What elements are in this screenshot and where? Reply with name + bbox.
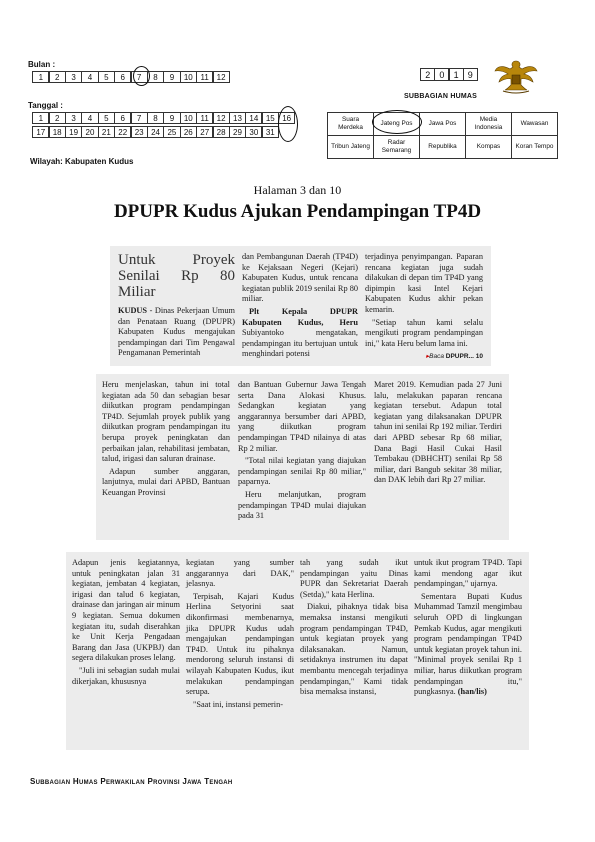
number-cell: 4 <box>81 112 98 124</box>
clip3-column-3: tah yang sudah ikut pendampingan yaitu Dinas PUPR dan Sekretariat Daerah (Setda)," kata Herlina. Diakui, pihaknya tidak bisa memaksa instansi mengikuti program pendampingan TP4D, untuk kegiatan proyek yang dilaksanakan. Namun, setidaknya instrumen itu dapat membantu mencegah terjadinya pendampingan," Kami tidak bisa memaksa instansi, <box>300 558 408 697</box>
news-clip-1 <box>110 246 491 366</box>
number-cell: 23 <box>131 126 148 138</box>
number-cell: 16 <box>278 112 295 124</box>
clip2-column-1: Heru menjelaskan, tahun ini total kegiatan ada 50 dan sebagian besar diikutkan program pendampingan TP4D. Sejumlah proyek publik yang diikutkan program pendampingan itu berupa proyek peningkatan dan perbaikan jalan, rehabilitasi jembatan, talud, irigasi dan saluran drainase. Adapun sumber anggaran, lanjutnya, mulai dari APBD, Bantuan Keuangan Provinsi <box>102 380 230 497</box>
number-cell: 12 <box>213 71 230 83</box>
number-cell: 26 <box>180 126 197 138</box>
number-cell: 22 <box>114 126 131 138</box>
number-cell: 27 <box>196 126 213 138</box>
media-jateng-pos: Jateng Pos <box>374 113 420 136</box>
media-radar-semarang: Radar Semarang <box>374 136 420 159</box>
subbagian-label: SUBBAGIAN HUMAS <box>404 93 477 100</box>
article-headline: DPUPR Kudus Ajukan Pendampingan TP4D <box>113 201 482 222</box>
media-republika: Republika <box>420 136 466 159</box>
date-selector-row1 <box>33 112 295 124</box>
number-cell: 14 <box>245 112 262 124</box>
number-cell: 8 <box>147 112 164 124</box>
month-selector <box>33 71 230 83</box>
tanggal-label: Tanggal : <box>28 101 63 110</box>
clip1-paragraph: KUDUS - Dinas Pekerjaan Umum dan Penataan Ruang (DPUPR) Kabupaten Kudus mengajukan pendampingan dari Tim Pengawal Pengamanan Pemerintah <box>118 306 235 358</box>
number-cell: 2 <box>49 71 66 83</box>
number-cell: 24 <box>147 126 164 138</box>
media-table <box>327 112 558 159</box>
clip2-column-2: dan Bantuan Gubernur Jawa Tengah serta Dana Alokasi Khusus. Sedangkan kegiatan yang anggarannya bersumber dari APBD, yang diikutkan program pendampingan TP4D nilainya di atas Rp 2 miliar. "Total nilai kegiatan yang diajukan pendampingan senilai Rp 80 miliar," paparnya. Heru melanjutkan, program pendampingan TP4D mulai diajukan pada 31 <box>238 380 366 521</box>
number-cell: 31 <box>262 126 279 138</box>
garuda-emblem-icon <box>493 55 539 95</box>
clip1-column-1 <box>118 252 235 359</box>
year-box <box>421 68 478 81</box>
number-cell: 15 <box>262 112 279 124</box>
number-cell: 7 <box>131 71 148 83</box>
media-suara-merdeka: Suara Merdeka <box>328 113 374 136</box>
clip1-kicker: Untuk Proyek Senilai Rp 80 Miliar <box>118 252 235 300</box>
number-cell: 1 <box>32 112 49 124</box>
year-digit: 9 <box>463 68 478 81</box>
number-cell: 30 <box>245 126 262 138</box>
author-initials: (han/lis) <box>455 687 487 697</box>
clip2-column-3: Maret 2019. Kemudian pada 27 Juni lalu, melakukan paparan rencana kegiatan tersebut. Adapun total kegiatan yang dilaksanakan DPUPR tahun ini senilai Rp 192 miliar. Terdiri dari APBD sebesar Rp 68 miliar, Dana Bagi Hasil Cukai Hasil Tembakau (DBHCHT) senilai Rp 58 miliar, dari Bangub sekitar 38 miliar, dan DAK lebih dari Rp 27 miliar. <box>374 380 502 485</box>
number-cell: 10 <box>180 112 197 124</box>
year-digit: 2 <box>420 68 435 81</box>
number-cell: 20 <box>81 126 98 138</box>
media-wawasan: Wawasan <box>512 113 558 136</box>
footer-label: Subbagian Humas Perwakilan Provinsi Jawa Tengah <box>30 777 233 786</box>
number-cell: 9 <box>163 112 180 124</box>
clip1-column-3: terjadinya penyimpangan. Paparan rencana kegiatan juga sudah dilakukan di depan tim TP4D yang dipimpin kasi Intel Kejari Kabupaten Kudus akhir pekan kemarin. "Setiap tahun kami selalu mengikuti program pendampingan ini," kata Heru belum lama ini. ▸Baca DPUPR... 10 <box>365 252 483 363</box>
media-koran-tempo: Koran Tempo <box>512 136 558 159</box>
clip3-column-4: untuk ikut program TP4D. Tapi kami mendong agar ikut pendampingan," ujarnya. Sementara Bupati Kudus Muhammad Tamzil mengimbau seluruh OPD di lingkungan Pemkab Kudus, agar mengikuti program pendampingan TP4D untuk kegiatan proyek tahun ini. "Minimal proyek senilai Rp 1 miliar, harus diikutkan program pendampingan itu," pungkasnya. (han/lis) <box>414 558 522 697</box>
number-cell: 9 <box>163 71 180 83</box>
continued-reference: ▸Baca DPUPR... 10 <box>425 353 483 361</box>
number-cell: 25 <box>163 126 180 138</box>
number-cell: 12 <box>213 112 230 124</box>
clip3-column-1: Adapun jenis kegiatannya, untuk peningkatan jalan 31 kegiatan, jembatan 4 kegiatan, irigasi dan talud 6 kegiatan, drainase dan jaringan air minum 9 kegiatan. Semua dokumen kegiatan itu, sudah diserahkan ke Unit Kerja Pengadaan Barang dan Jasa (UKPBJ) dan segera dilakukan proses lelang. "Juli ini sebagian sudah mulai dikerjakan, khususnya <box>72 558 180 686</box>
number-cell: 5 <box>98 71 115 83</box>
number-cell: 13 <box>229 112 246 124</box>
selected-date-circle <box>278 106 298 142</box>
number-cell: 5 <box>98 112 115 124</box>
date-selector-row2 <box>33 126 279 138</box>
number-cell: 21 <box>98 126 115 138</box>
number-cell: 11 <box>196 112 213 124</box>
number-cell: 19 <box>65 126 82 138</box>
selected-media-circle <box>372 110 422 134</box>
news-clip-3 <box>66 552 529 750</box>
media-tribun-jateng: Tribun Jateng <box>328 136 374 159</box>
number-cell: 4 <box>81 71 98 83</box>
year-digit: 0 <box>434 68 449 81</box>
clip1-column-2: dan Pembangunan Daerah (TP4D) ke Kejaksaan Negeri (Kejari) Kabupaten Kudus, untuk rencana kegiatan publik 2019 senilai Rp 80 miliar. Plt Kepala DPUPR Kabupaten Kudus, Heru Subiyantoko mengatakan, pendampingan itu bertujuan untuk menghindari potensi <box>242 252 358 359</box>
number-cell: 7 <box>131 112 148 124</box>
number-cell: 10 <box>180 71 197 83</box>
number-cell: 2 <box>49 112 66 124</box>
selected-month-circle <box>133 66 150 86</box>
page-reference: Halaman 3 dan 10 <box>253 183 342 197</box>
bulan-label: Bulan : <box>28 60 56 69</box>
number-cell: 17 <box>32 126 49 138</box>
number-cell: 1 <box>32 71 49 83</box>
news-clip-2 <box>96 374 509 540</box>
year-digit: 1 <box>449 68 464 81</box>
number-cell: 3 <box>65 71 82 83</box>
number-cell: 3 <box>65 112 82 124</box>
clip3-column-2: kegiatan yang sumber anggarannya dari DAK," jelasnya. Terpisah, Kajari Kudus Herlina Setyorini saat dikonfirmasi membenarnya, jika DPUPR Kudus udah mengajukan pendampingan TP4D. Untuk itu pihaknya mendorong seluruh instansi di wilayah Kabupaten Kudus, ikut melakukan pendampingan serupa. "Saat ini, instansi pemerin- <box>186 558 294 709</box>
media-kompas: Kompas <box>466 136 512 159</box>
number-cell: 8 <box>147 71 164 83</box>
media-jawa-pos: Jawa Pos <box>420 113 466 136</box>
number-cell: 29 <box>229 126 246 138</box>
number-cell: 6 <box>114 71 131 83</box>
media-media-indonesia: Media Indonesia <box>466 113 512 136</box>
number-cell: 6 <box>114 112 131 124</box>
number-cell: 28 <box>213 126 230 138</box>
wilayah-label: Wilayah: Kabupaten Kudus <box>30 157 134 166</box>
number-cell: 18 <box>49 126 66 138</box>
number-cell: 11 <box>196 71 213 83</box>
dateline: KUDUS <box>118 306 148 315</box>
